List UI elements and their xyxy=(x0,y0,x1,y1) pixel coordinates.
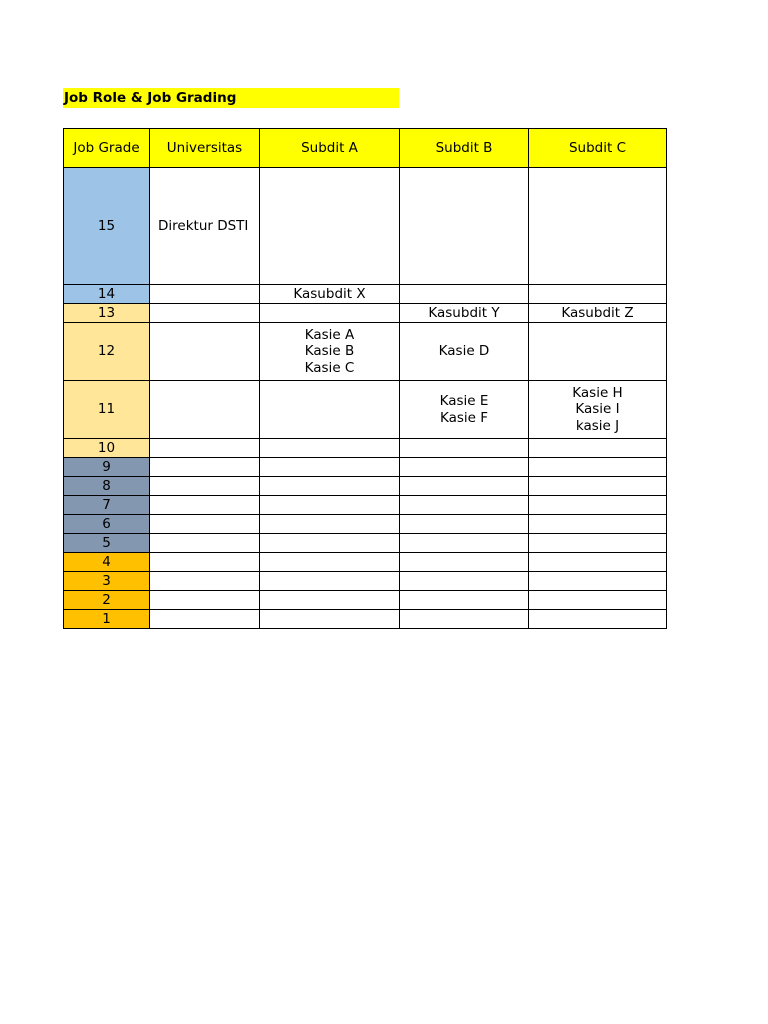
universitas-cell xyxy=(150,381,260,439)
job-grade-cell: 5 xyxy=(64,534,150,553)
job-grade-cell: 3 xyxy=(64,572,150,591)
subdit-a-cell xyxy=(260,168,400,285)
job-grade-cell: 4 xyxy=(64,553,150,572)
subdit-c-cell xyxy=(529,458,667,477)
role-label: Kasie H xyxy=(572,384,623,401)
subdit-c-cell xyxy=(529,591,667,610)
universitas-cell xyxy=(150,477,260,496)
job-grade-table xyxy=(63,128,667,629)
universitas-cell xyxy=(150,285,260,304)
column-header-subdit-b: Subdit B xyxy=(400,129,529,168)
universitas-cell xyxy=(150,439,260,458)
role-label: Kasie C xyxy=(304,359,355,376)
subdit-c-cell xyxy=(529,553,667,572)
subdit-a-cell xyxy=(260,515,400,534)
job-grade-cell: 14 xyxy=(64,285,150,304)
column-header-subdit-a: Subdit A xyxy=(260,129,400,168)
role-label: Kasie B xyxy=(304,343,355,360)
job-grade-cell: 8 xyxy=(64,477,150,496)
table-row-grade-9 xyxy=(64,458,667,477)
column-header-subdit-c: Subdit C xyxy=(529,129,667,168)
subdit-c-cell xyxy=(529,381,667,439)
table-row-grade-14 xyxy=(64,285,667,304)
job-grade-cell: 12 xyxy=(64,323,150,381)
subdit-c-cell xyxy=(529,572,667,591)
job-grade-cell: 1 xyxy=(64,610,150,629)
subdit-c-cell xyxy=(529,534,667,553)
job-grade-cell: 7 xyxy=(64,496,150,515)
role-label: Kasie D xyxy=(438,343,490,360)
table-row-grade-6 xyxy=(64,515,667,534)
table-row-grade-12 xyxy=(64,323,667,381)
role-label: Kasie I xyxy=(575,401,620,418)
table-header-row xyxy=(64,129,667,168)
subdit-a-cell xyxy=(260,304,400,323)
column-header-universitas: Universitas xyxy=(150,129,260,168)
subdit-b-cell xyxy=(400,285,529,304)
subdit-a-cell xyxy=(260,572,400,591)
universitas-cell xyxy=(150,496,260,515)
universitas-cell xyxy=(150,168,260,285)
universitas-cell xyxy=(150,515,260,534)
subdit-a-cell xyxy=(260,381,400,439)
table-row-grade-7 xyxy=(64,496,667,515)
job-grade-cell: 11 xyxy=(64,381,150,439)
subdit-b-cell xyxy=(400,591,529,610)
universitas-cell xyxy=(150,534,260,553)
job-grade-cell: 9 xyxy=(64,458,150,477)
subdit-b-cell xyxy=(400,304,529,323)
job-grade-cell: 10 xyxy=(64,439,150,458)
subdit-c-cell xyxy=(529,285,667,304)
role-label: Kasie A xyxy=(304,326,355,343)
universitas-cell xyxy=(150,458,260,477)
column-header-job-grade: Job Grade xyxy=(64,129,150,168)
table-row-grade-1 xyxy=(64,610,667,629)
subdit-c-cell xyxy=(529,168,667,285)
table-row-grade-2 xyxy=(64,591,667,610)
subdit-b-cell xyxy=(400,515,529,534)
subdit-b-cell xyxy=(400,381,529,439)
subdit-b-cell xyxy=(400,534,529,553)
subdit-a-cell xyxy=(260,477,400,496)
role-label: Direktur DSTI xyxy=(158,217,249,234)
subdit-a-cell xyxy=(260,439,400,458)
subdit-b-cell xyxy=(400,477,529,496)
subdit-b-cell xyxy=(400,458,529,477)
subdit-b-cell xyxy=(400,496,529,515)
subdit-a-cell xyxy=(260,458,400,477)
universitas-cell xyxy=(150,572,260,591)
subdit-c-cell xyxy=(529,439,667,458)
role-label: Kasubdit Z xyxy=(561,304,634,321)
job-grade-cell: 6 xyxy=(64,515,150,534)
subdit-b-cell xyxy=(400,439,529,458)
subdit-a-cell xyxy=(260,323,400,381)
role-label: Kasie F xyxy=(439,409,489,426)
sheet-title: Job Role & Job Grading xyxy=(63,88,399,108)
subdit-a-cell xyxy=(260,610,400,629)
subdit-c-cell xyxy=(529,477,667,496)
role-label: kasie J xyxy=(575,417,620,434)
table-row-grade-13 xyxy=(64,304,667,323)
universitas-cell xyxy=(150,610,260,629)
universitas-cell xyxy=(150,304,260,323)
job-grade-cell: 15 xyxy=(64,168,150,285)
subdit-c-cell xyxy=(529,610,667,629)
subdit-b-cell xyxy=(400,553,529,572)
role-label: Kasubdit Y xyxy=(428,304,500,321)
universitas-cell xyxy=(150,323,260,381)
table-row-grade-11 xyxy=(64,381,667,439)
subdit-b-cell xyxy=(400,610,529,629)
subdit-b-cell xyxy=(400,168,529,285)
subdit-b-cell xyxy=(400,323,529,381)
table-row-grade-3 xyxy=(64,572,667,591)
subdit-b-cell xyxy=(400,572,529,591)
subdit-a-cell xyxy=(260,496,400,515)
role-label: Kasubdit X xyxy=(293,285,366,302)
subdit-a-cell xyxy=(260,591,400,610)
subdit-c-cell xyxy=(529,304,667,323)
universitas-cell xyxy=(150,553,260,572)
subdit-c-cell xyxy=(529,323,667,381)
table-row-grade-5 xyxy=(64,534,667,553)
subdit-a-cell xyxy=(260,534,400,553)
table-row-grade-10 xyxy=(64,439,667,458)
role-label: Kasie E xyxy=(439,393,489,409)
universitas-cell xyxy=(150,591,260,610)
table-row-grade-15 xyxy=(64,168,667,285)
subdit-c-cell xyxy=(529,496,667,515)
table-row-grade-8 xyxy=(64,477,667,496)
subdit-a-cell xyxy=(260,553,400,572)
job-grade-cell: 13 xyxy=(64,304,150,323)
subdit-c-cell xyxy=(529,515,667,534)
table-body xyxy=(64,168,667,629)
job-grade-cell: 2 xyxy=(64,591,150,610)
subdit-a-cell xyxy=(260,285,400,304)
table-row-grade-4 xyxy=(64,553,667,572)
